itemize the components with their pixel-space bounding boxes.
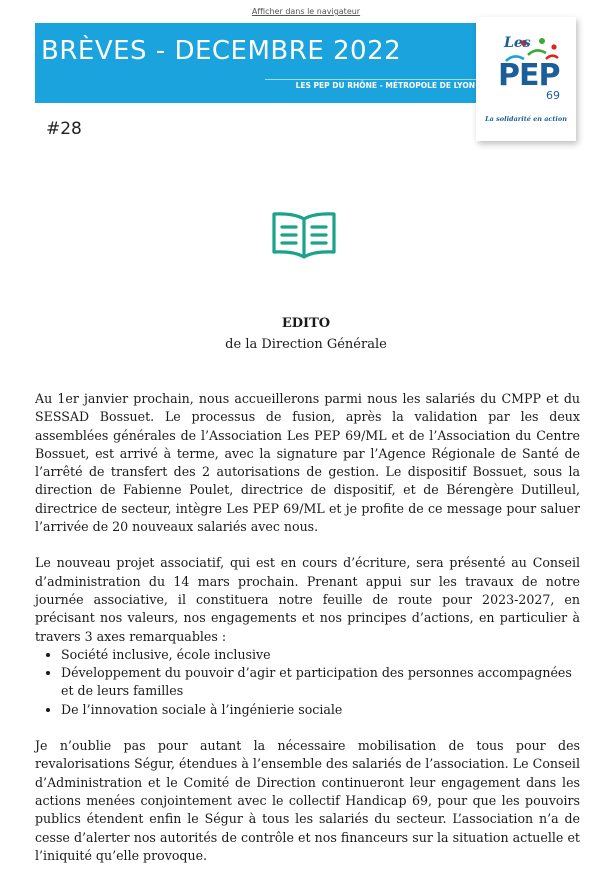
- axes-list-item: • Développement du pouvoir d’agir et participation des personnes accompagnées et de leurs familles: [61, 664, 580, 701]
- logo-les: Les: [504, 35, 531, 51]
- banner-title: BRÈVES - DECEMBRE 2022: [41, 36, 402, 66]
- axes-list-item: • Société inclusive, école inclusive: [61, 646, 580, 664]
- logo-figure-red-2: [551, 44, 556, 49]
- issue-number: #28: [46, 119, 82, 139]
- logo-number: 69: [546, 89, 560, 102]
- logo-pep: PEP: [498, 58, 560, 93]
- open-book-icon: [270, 209, 338, 259]
- edito-body: [35, 390, 580, 865]
- edito-paragraph-2: Le nouveau projet associatif, qui est en cours d’écriture, sera présenté au Conseil d’administration du 14 mars prochain. Prenant appui sur les travaux de notre journée associative, il constituera notre feuille de route pour 2023-2027, en précisant nos valeurs, nos engagements et nos principes d’actions, en particulier à travers 3 axes remarquables :: [35, 555, 580, 644]
- banner-divider: [265, 79, 480, 80]
- axes-list-item: • De l’innovation sociale à l’ingénierie sociale: [61, 701, 580, 719]
- axes-list: [35, 646, 580, 719]
- pep69-logo[interactable]: [476, 17, 576, 141]
- logo-tagline: La solidarité en action: [485, 115, 567, 123]
- header-banner: [35, 23, 483, 103]
- banner-subtitle: LES PEP DU RHÔNE - MÉTROPOLE DE LYON: [295, 81, 475, 90]
- view-in-browser-link[interactable]: Afficher dans le navigateur: [251, 7, 361, 16]
- edito-subtitle: de la Direction Générale: [225, 337, 387, 352]
- logo-figure-green: [539, 38, 545, 44]
- edito-title: EDITO: [281, 316, 331, 331]
- edito-paragraph-3: Je n’oublie pas pour autant la nécessaire mobilisation de tous pour des revalorisations Ségur, étendues à l’ensemble des salariés de l’association. Le Conseil d’Administration et le Comité de Direction continueront leur engagement dans les actions menées conjointement avec le collectif Handicap 69, pour que les pouvoirs publics étendent enfin le Ségur à tous les salariés du secteur. L’association n’a de cesse d’alerter nos autorités de contrôle et nos financeurs sur la situation actuelle et l’iniquité qu’elle provoque.: [35, 738, 580, 863]
- edito-paragraph-1: Au 1er janvier prochain, nous accueillerons parmi nous les salariés du CMPP et du SESSAD Bossuet. Le processus de fusion, après la validation par les deux assemblées générales de l’Association Les PEP 69/ML et de l’Association du Centre Bossuet, est arrivé à terme, avec la signature par l’Agence Régionale de Santé de l’arrêté de transfert des 2 autorisations de gestion. Le dispositif Bossuet, sous la direction de Fabienne Poulet, directrice de dispositif, et de Bérengère Dutilleul, directrice de secteur, intègre Les PEP 69/ML et je profite de ce message pour saluer l’arrivée de 20 nouveaux salariés avec nous.: [35, 391, 580, 535]
- pep69-logo-mark: [476, 17, 576, 117]
